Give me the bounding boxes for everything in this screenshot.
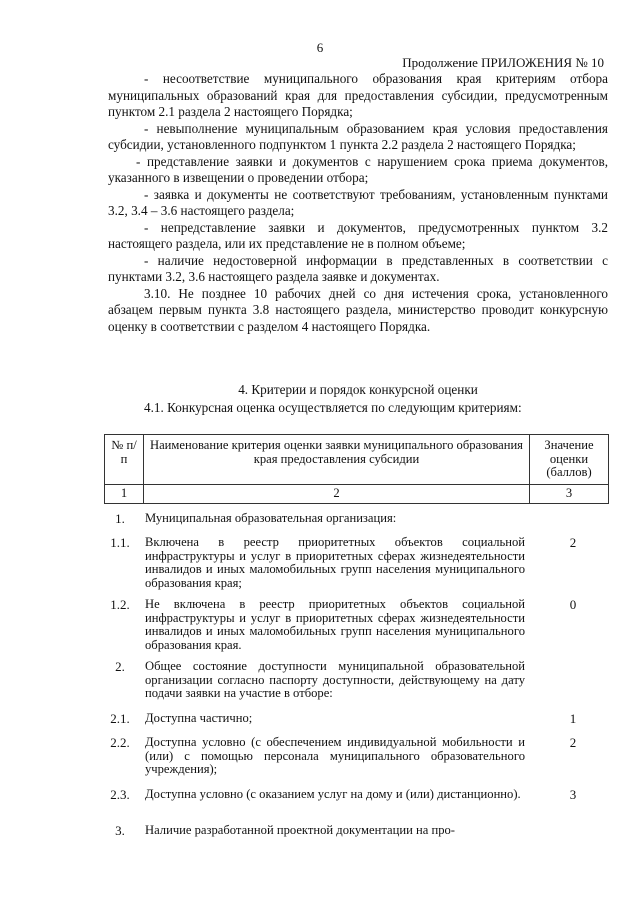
paragraph: - невыполнение муниципальным образованием края условия предоставления субсидии, установленного подпунктом 1 пункта 2.2 раздела 2 настоящего Порядка;	[108, 120, 608, 152]
paragraph: - представление заявки и документов с нарушением срока приема документов, указанного в извещении о проведении отбора;	[108, 153, 608, 185]
body-text	[108, 71, 608, 335]
header-criterion-name: Наименование критерия оценки заявки муниципального образования края предоставления субсидии	[144, 435, 530, 485]
paragraph: - заявка и документы не соответствуют требованиям, установленным пунктами 3.2, 3.4 – 3.6 настоящего раздела;	[108, 186, 608, 218]
paragraph: 3.10. Не позднее 10 рабочих дней со дня истечения срока, установленного абзацем первым пункта 3.8 настоящего раздела, министерство проводит конкурсную оценку в соответствии с разделом 4 настоящего Порядка.	[108, 285, 608, 334]
paragraph: - наличие недостоверной информации в представленных в соответствии с пунктами 3.2, 3.6 настоящего раздела заявке и документах.	[108, 252, 608, 284]
row-number: 2.	[115, 659, 125, 674]
table-row	[104, 824, 609, 844]
paragraph: - непредставление заявки и документов, предусмотренных пунктом 3.2 настоящего раздела, или их представление не в полном объеме;	[108, 219, 608, 251]
header-score-value: Значение оценки (баллов)	[530, 435, 609, 485]
row-number: 3.	[115, 823, 125, 838]
row-score: 0	[569, 597, 577, 612]
column-number: 2	[144, 484, 530, 503]
appendix-label: Продолжение ПРИЛОЖЕНИЯ № 10	[402, 55, 604, 70]
table-row	[104, 712, 609, 736]
row-criterion: Общее состояние доступности муниципальной образовательной организации согласно паспорту доступности, действующему на дату подачи заявки на участие в отборе:	[145, 659, 525, 701]
row-number: 2.2.	[110, 735, 130, 750]
row-score: 2	[569, 535, 577, 550]
table-row	[104, 512, 609, 536]
column-number: 3	[530, 484, 609, 503]
header-number: № п/п	[105, 435, 144, 485]
row-number: 1.	[115, 511, 125, 526]
table-row	[104, 660, 609, 712]
row-criterion: Доступна частично;	[145, 711, 253, 725]
section-title: 4. Критерии и порядок конкурсной оценки	[238, 382, 478, 397]
paragraph: - несоответствие муниципального образования края критериям отбора муниципальных образований края для предоставления субсидии, предусмотренным пунктом 2.1 раздела 2 настоящего Порядка;	[108, 71, 608, 119]
row-number: 1.1.	[110, 535, 130, 550]
row-score: 3	[569, 787, 577, 802]
row-criterion: Муниципальная образовательная организация:	[145, 511, 397, 525]
row-criterion: Доступна условно (с оказанием услуг на дому и (или) дистанционно).	[145, 787, 521, 801]
criteria-rows	[104, 512, 609, 844]
row-number: 1.2.	[110, 597, 130, 612]
row-criterion: Не включена в реестр приоритетных объектов социальной инфраструктуры и услуг в приоритетных сферах жизнедеятельности инвалидов и иных маломобильных групп населения муниципального образования края.	[145, 597, 525, 652]
table-row	[104, 536, 609, 598]
row-criterion: Доступна условно (с обеспечением индивидуальной мобильности и (или) с помощью персонала муниципального образовательного учреждения);	[145, 735, 525, 777]
table-row	[104, 598, 609, 660]
criteria-intro: 4.1. Конкурсная оценка осуществляется по следующим критериям:	[144, 400, 522, 415]
criteria-table-header	[104, 434, 609, 504]
row-number: 2.3.	[110, 787, 130, 802]
row-score: 2	[569, 735, 577, 750]
page-number: 6	[316, 40, 324, 55]
row-score: 1	[569, 711, 577, 726]
column-number: 1	[105, 484, 144, 503]
row-criterion: Наличие разработанной проектной документации на про-	[145, 823, 455, 837]
table-row	[104, 788, 609, 824]
row-criterion: Включена в реестр приоритетных объектов социальной инфраструктуры и услуг в приоритетных сферах жизнедеятельности инвалидов и иных маломобильных групп населения муниципального образования края;	[145, 535, 525, 590]
row-number: 2.1.	[110, 711, 130, 726]
table-row	[104, 736, 609, 788]
